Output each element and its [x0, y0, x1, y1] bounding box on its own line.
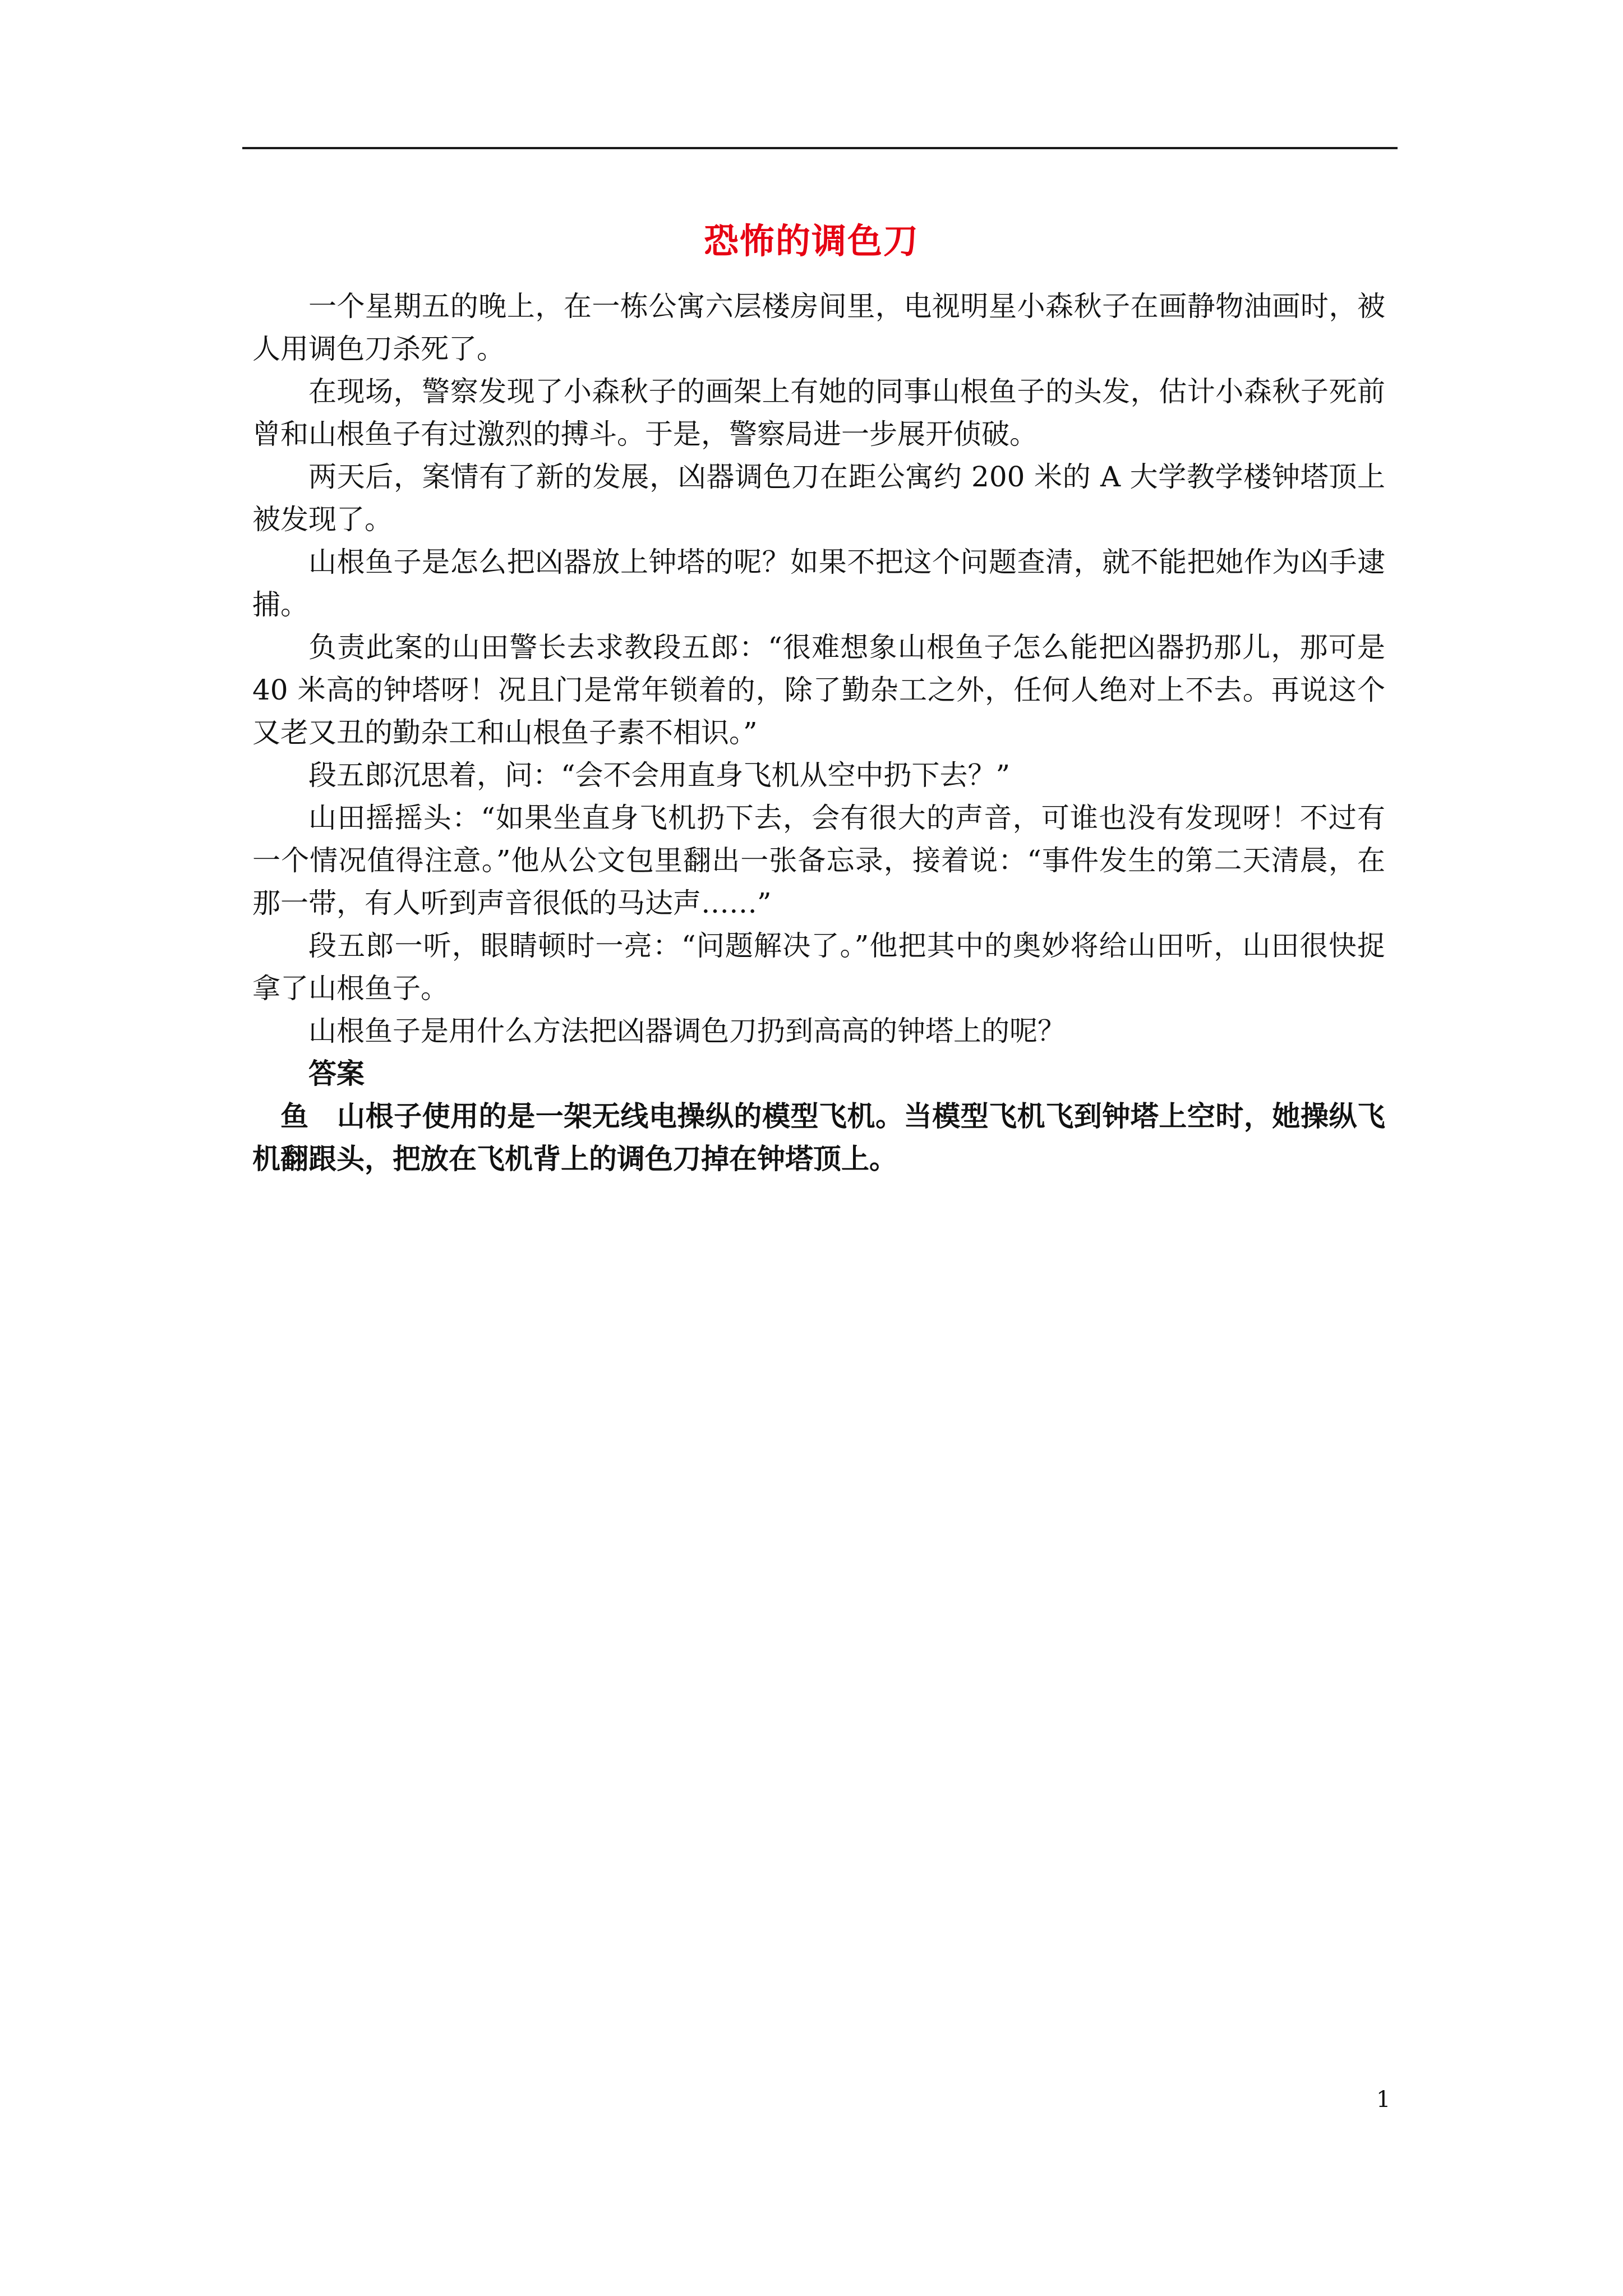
answer-text: 鱼 山根子使用的是一架无线电操纵的模型飞机。当模型飞机飞到钟塔上空时，她操纵飞机翻跟头，把放在飞机背上的调色刀掉在钟塔顶上。 [252, 1099, 1385, 1175]
paragraph-6: 段五郎沉思着，问：“会不会用直身飞机从空中扔下去？” [308, 759, 1011, 792]
paragraph-4: 山根鱼子是怎么把凶器放上钟塔的呢？如果不把这个问题查清，就不能把她作为凶手逮捕。 [252, 546, 1385, 621]
answer-heading: 答案 [308, 1057, 365, 1090]
paragraph-8: 段五郎一听，眼睛顿时一亮：“问题解决了。”他把其中的奥妙将给山田听，山田很快捉拿了山根鱼子。 [252, 930, 1385, 1005]
page-number: 1 [1376, 2087, 1391, 2113]
header-rule [242, 147, 1398, 149]
article-body [252, 285, 1385, 1180]
paragraph-2: 在现场，警察发现了小森秋子的画架上有她的同事山根鱼子的头发，估计小森秋子死前曾和山根鱼子有过激烈的搏斗。于是，警察局进一步展开侦破。 [252, 375, 1385, 450]
page-title: 恐怖的调色刀 [703, 220, 919, 261]
paragraph-3: 两天后，案情有了新的发展，凶器调色刀在距公寓约 200 米的 A 大学教学楼钟塔顶上被发现了。 [252, 461, 1385, 536]
paragraph-7: 山田摇摇头：“如果坐直身飞机扔下去，会有很大的声音，可谁也没有发现呀！不过有一个情况值得注意。”他从公文包里翻出一张备忘录，接着说：“事件发生的第二天清晨，在那一带，有人听到声音很低的马达声……” [252, 802, 1385, 919]
paragraph-9: 山根鱼子是用什么方法把凶器调色刀扔到高高的钟塔上的呢？ [308, 1015, 1066, 1047]
paragraph-5: 负责此案的山田警长去求教段五郎：“很难想象山根鱼子怎么能把凶器扔那儿，那可是 40 米高的钟塔呀！况且门是常年锁着的，除了勤杂工之外，任何人绝对上不去。再说这个又老又丑的勤杂工和山根鱼子素不相识。” [252, 631, 1385, 749]
paragraph-1: 一个星期五的晚上，在一栋公寓六层楼房间里，电视明星小森秋子在画静物油画时，被人用调色刀杀死了。 [252, 290, 1385, 365]
